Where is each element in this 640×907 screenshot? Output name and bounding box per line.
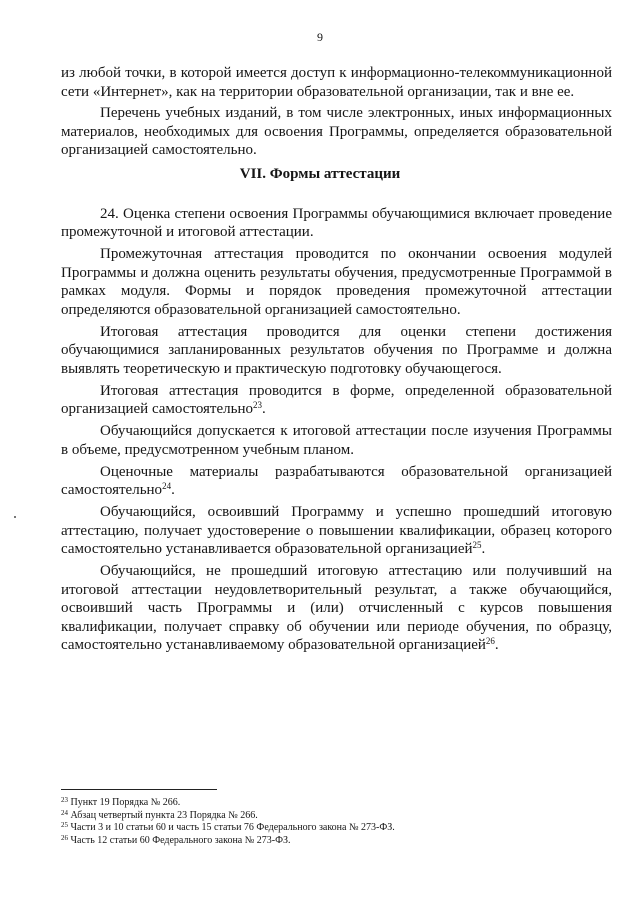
- paragraph-end: .: [481, 541, 486, 557]
- footnote-number: 26: [61, 833, 68, 842]
- footnote: [61, 810, 612, 823]
- continuation-text: [61, 64, 612, 160]
- paragraph-text: Оценочные материалы разрабатываются образовательной организацией самостоятельно: [61, 463, 612, 498]
- paragraph: [61, 205, 612, 242]
- footnote-ref[interactable]: 24: [162, 481, 172, 491]
- footnote: [61, 822, 612, 835]
- paragraph: [61, 562, 612, 655]
- paragraph-end: .: [171, 482, 175, 498]
- paragraph: [61, 503, 612, 559]
- footnote-ref[interactable]: 26: [485, 636, 495, 646]
- paragraph-text: Итоговая аттестация проводится в форме, определенной образовательной организацией самостоятельно: [61, 382, 612, 417]
- footnote-divider: [61, 789, 217, 790]
- paragraph-text: Обучающийся допускается к итоговой аттестации после изучения Программы в объеме, предусмотренном учебным планом.: [61, 423, 612, 458]
- footnote-text: Абзац четвертый пункта 23 Порядка № 266.: [70, 809, 258, 821]
- paragraph-text: Обучающийся, не прошедший итоговую аттестацию или получивший на итоговой аттестации неудовлетворительный результат, а также обучающийся, освоивший часть Программы и (или) отчисленный с курсов повышения квалификации, получает справку об обучении или периоде обучения, по образцу, самостоятельно устанавливаемому образовательной организацией: [61, 563, 612, 653]
- footnote-ref[interactable]: 23: [253, 400, 262, 410]
- section-body: [61, 201, 612, 655]
- footnotes: [61, 797, 612, 847]
- paragraph-text: Итоговая аттестация проводится для оценки степени достижения обучающимися запланированных результатов обучения по Программе и должна выявлять теоретическую и практическую подготовку обучающегося.: [61, 323, 612, 377]
- paragraph: Перечень учебных изданий, в том числе электронных, иных информационных материалов, необходимых для освоения Программы, определяется образовательной организацией самостоятельно.: [61, 105, 612, 158]
- footnote-text: Пункт 19 Порядка № 266.: [70, 797, 181, 808]
- footnote-text: Часть 12 статьи 60 Федерального закона № 273-ФЗ.: [70, 834, 291, 846]
- paragraph-text: 24. Оценка степени освоения Программы обучающимися включает проведение промежуточной и итоговой аттестации.: [61, 205, 612, 240]
- paragraph-text: Промежуточная аттестация проводится по окончании освоения модулей Программы и должна оценить результаты обучения, предусмотренные Программой в рамках модуля. Формы и порядок проведения промежуточной аттестации определяются образовательной организацией самостоятельно.: [61, 246, 612, 318]
- paragraph-end: .: [262, 401, 266, 417]
- section-heading: VII. Формы аттестации: [239, 166, 401, 182]
- paragraph: [61, 323, 612, 379]
- paragraph: [61, 422, 612, 459]
- paragraph: [61, 463, 612, 500]
- footnote-ref[interactable]: 25: [472, 540, 482, 550]
- footnote-number: 25: [61, 821, 68, 829]
- footnote: [61, 835, 612, 848]
- paragraph-end: .: [494, 637, 499, 653]
- scan-mark: [14, 516, 16, 518]
- footnote-number: 23: [61, 796, 68, 804]
- footnote-number: 24: [61, 808, 68, 817]
- footnote: [61, 797, 612, 810]
- paragraph: [61, 245, 612, 319]
- paragraph-text: Обучающийся, освоивший Программу и успешно прошедший итоговую аттестацию, получает удостоверение о повышении квалификации, образец которого самостоятельно устанавливается образовательной организацией: [61, 504, 612, 557]
- footnote-text: Части 3 и 10 статьи 60 и часть 15 статьи 76 Федерального закона № 273-ФЗ.: [70, 822, 395, 833]
- paragraph: [61, 382, 612, 419]
- paragraph: из любой точки, в которой имеется доступ к информационно-телекоммуникационной сети «Интернет», как на территории образовательной организации, так и вне ее.: [61, 65, 612, 100]
- page-number: 9: [317, 30, 323, 44]
